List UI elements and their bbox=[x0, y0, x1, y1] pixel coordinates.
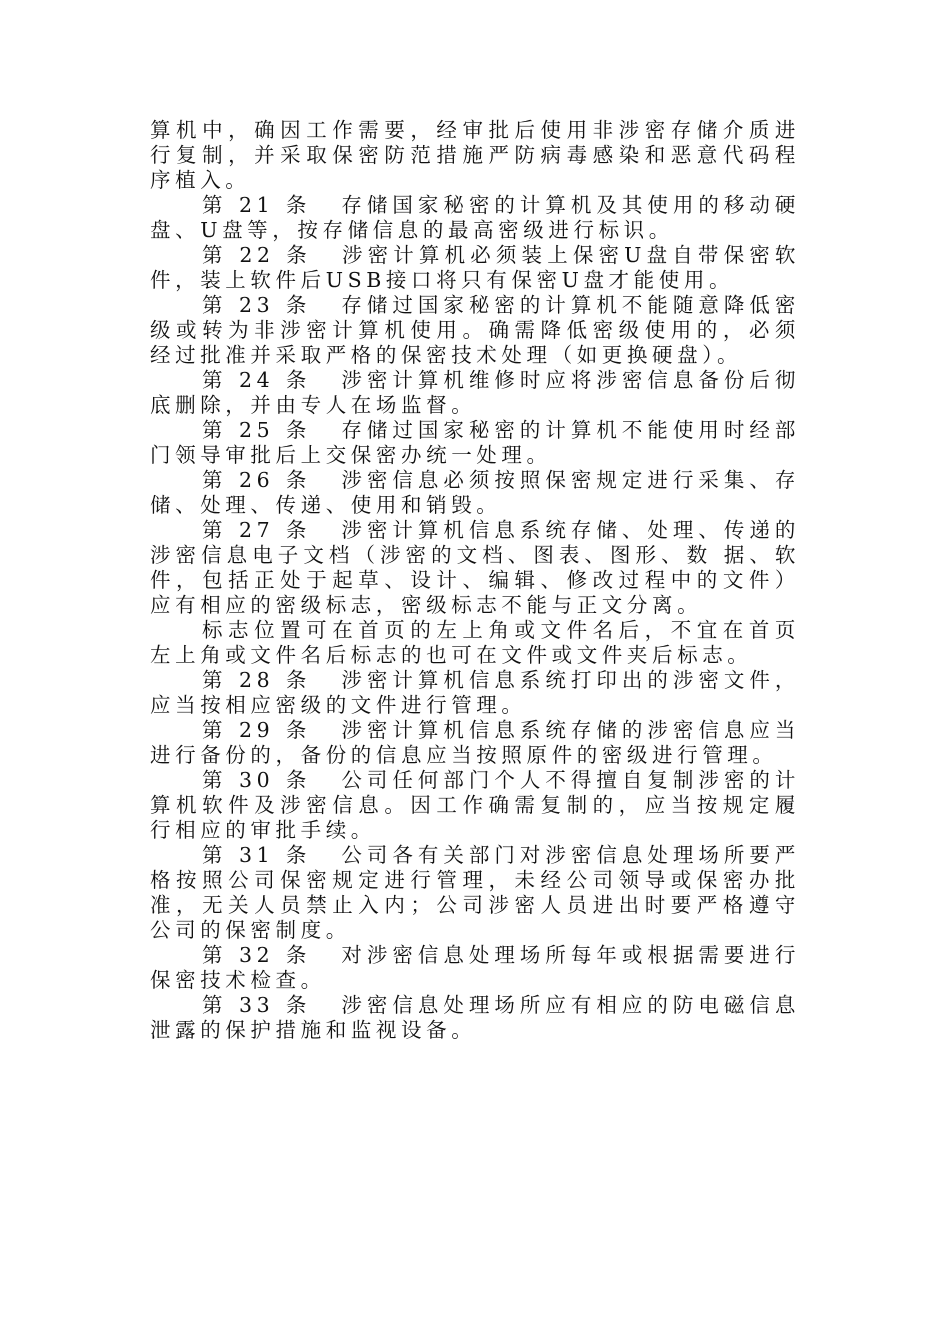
article-29 bbox=[150, 718, 800, 768]
article-number: 第 27 条 bbox=[202, 518, 312, 542]
article-32 bbox=[150, 943, 800, 993]
article-26 bbox=[150, 468, 800, 518]
document-page bbox=[150, 118, 800, 1043]
article-text: 存储国家秘密的计算机及其使用的移动硬盘、U盘等，按存储信息的最高密级进行标识。 bbox=[150, 193, 800, 242]
article-text: 涉密计算机信息系统打印出的涉密文件，应当按相应密级的文件进行管理。 bbox=[150, 668, 800, 717]
article-number: 第 33 条 bbox=[202, 993, 312, 1017]
article-text: 公司各有关部门对涉密信息处理场所要严格按照公司保密规定进行管理，未经公司领导或保密办批准，无关人员禁止入内；公司涉密人员进出时要严格遵守公司的保密制度。 bbox=[150, 843, 800, 942]
article-number: 第 31 条 bbox=[202, 843, 312, 867]
note-paragraph: 标志位置可在首页的左上角或文件名后，不宜在首页左上角或文件名后标志的也可在文件或文件夹后标志。 bbox=[150, 618, 800, 667]
article-25 bbox=[150, 418, 800, 468]
article-23 bbox=[150, 293, 800, 368]
article-number: 第 26 条 bbox=[202, 468, 312, 492]
article-30 bbox=[150, 768, 800, 843]
article-number: 第 32 条 bbox=[202, 943, 312, 967]
article-number: 第 24 条 bbox=[202, 368, 312, 392]
article-text: 涉密信息处理场所应有相应的防电磁信息泄露的保护措施和监视设备。 bbox=[150, 993, 800, 1042]
article-33 bbox=[150, 993, 800, 1043]
article-text: 涉密信息必须按照保密规定进行采集、存储、处理、传递、使用和销毁。 bbox=[150, 468, 800, 517]
article-number: 第 21 条 bbox=[202, 193, 312, 217]
article-28 bbox=[150, 668, 800, 718]
article-number: 第 28 条 bbox=[202, 668, 312, 692]
article-text: 对涉密信息处理场所每年或根据需要进行保密技术检查。 bbox=[150, 943, 800, 992]
article-number: 第 25 条 bbox=[202, 418, 312, 442]
article-31 bbox=[150, 843, 800, 943]
article-text: 涉密计算机信息系统存储的涉密信息应当进行备份的，备份的信息应当按照原件的密级进行管理。 bbox=[150, 718, 800, 767]
article-number: 第 22 条 bbox=[202, 243, 312, 267]
article-21 bbox=[150, 193, 800, 243]
intro-paragraph: 算机中，确因工作需要，经审批后使用非涉密存储介质进行复制，并采取保密防范措施严防病毒感染和恶意代码程序植入。 bbox=[150, 118, 800, 192]
article-text: 存储过国家秘密的计算机不能随意降低密级或转为非涉密计算机使用。确需降低密级使用的，必须经过批准并采取严格的保密技术处理（如更换硬盘）。 bbox=[150, 293, 800, 367]
article-text: 涉密计算机信息系统存储、处理、传递的涉密信息电子文档（涉密的文档、图表、图形、数 据、软件，包括正处于起草、设计、编辑、修改过程中的文件）应有相应的密级标志，密级标志不能与正文分离。 bbox=[150, 518, 800, 617]
article-24 bbox=[150, 368, 800, 418]
article-number: 第 29 条 bbox=[202, 718, 312, 742]
article-27 bbox=[150, 518, 800, 618]
article-22 bbox=[150, 243, 800, 293]
article-number: 第 23 条 bbox=[202, 293, 312, 317]
article-text: 存储过国家秘密的计算机不能使用时经部门领导审批后上交保密办统一处理。 bbox=[150, 418, 800, 467]
article-number: 第 30 条 bbox=[202, 768, 312, 792]
article-text: 涉密计算机维修时应将涉密信息备份后彻底删除，并由专人在场监督。 bbox=[150, 368, 800, 417]
article-text: 涉密计算机必须装上保密U盘自带保密软件，装上软件后USB接口将只有保密U盘才能使用。 bbox=[150, 243, 801, 292]
article-text: 公司任何部门个人不得擅自复制涉密的计算机软件及涉密信息。因工作确需复制的，应当按规定履行相应的审批手续。 bbox=[150, 768, 800, 842]
